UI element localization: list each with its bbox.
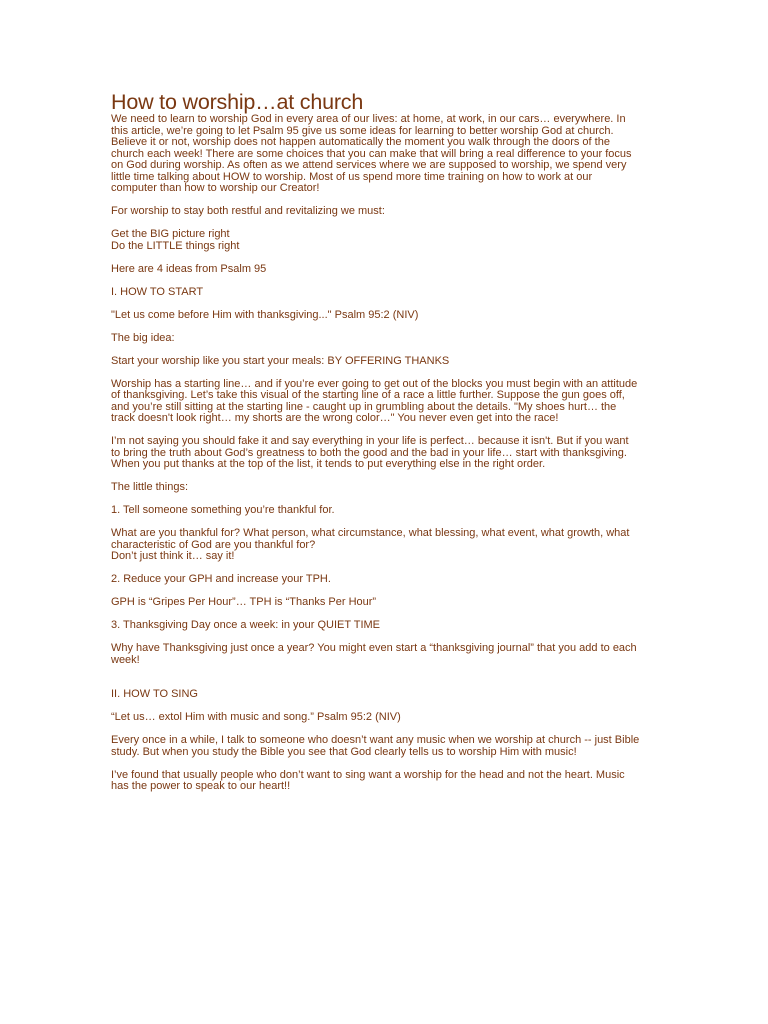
paragraph bbox=[111, 333, 661, 345]
paragraph bbox=[111, 574, 661, 586]
text-line: When you put thanks at the top of the list, it tends to put everything else in the right order. bbox=[111, 458, 546, 470]
paragraph bbox=[111, 379, 661, 425]
paragraph bbox=[111, 287, 661, 299]
text-line: Here are 4 ideas from Psalm 95 bbox=[111, 262, 267, 275]
text-line: 2. Reduce your GPH and increase your TPH. bbox=[111, 573, 331, 585]
text-line: Believe it or not, worship does not happen automatically the moment you walk through the doors of the bbox=[111, 136, 610, 148]
text-line: week! bbox=[111, 653, 140, 666]
text-line: I’m not saying you should fake it and say everything in your life is perfect… because it isn't. But if you want bbox=[111, 435, 629, 447]
text-line: characteristic of God are you thankful for? bbox=[111, 538, 316, 551]
paragraph bbox=[111, 264, 661, 276]
paragraph bbox=[111, 620, 661, 632]
document-body bbox=[111, 114, 661, 793]
paragraph bbox=[111, 770, 661, 793]
text-line: "Let us come before Him with thanksgiving..." Psalm 95:2 (NIV) bbox=[111, 308, 419, 321]
text-line: Every once in a while, I talk to someone who doesn’t want any music when we worship at church -- just Bible bbox=[111, 734, 640, 746]
text-line: Start your worship like you start your meals: BY OFFERING THANKS bbox=[111, 354, 450, 367]
text-line: For worship to stay both restful and revitalizing we must: bbox=[111, 205, 385, 217]
paragraph bbox=[111, 206, 661, 218]
paragraph bbox=[111, 528, 661, 563]
paragraph bbox=[111, 735, 661, 758]
text-line: of thanksgiving. Let’s take this visual of the starting line of a race a little further. Suppose the gun goes off, bbox=[111, 389, 625, 401]
text-line: What are you thankful for? What person, what circumstance, what blessing, what event, what growth, what bbox=[111, 527, 630, 539]
text-line: Do the LITTLE things right bbox=[111, 239, 240, 252]
paragraph bbox=[111, 356, 661, 368]
text-line: and you’re still sitting at the starting line - caught up in grumbling about the details. "My shoes hurt… the bbox=[111, 400, 617, 413]
text-line: church each week! There are some choices that you can make that will bring a real difference to your focus bbox=[111, 147, 632, 160]
text-line: 3. Thanksgiving Day once a week: in your QUIET TIME bbox=[111, 619, 381, 631]
paragraph bbox=[111, 597, 661, 609]
text-line: this article, we’re going to let Psalm 95 give us some ideas for learning to better worship God at church. bbox=[111, 124, 614, 137]
paragraph bbox=[111, 436, 661, 471]
document-title: How to worship…at church bbox=[111, 90, 364, 114]
text-line: has the power to speak to our heart!! bbox=[111, 780, 291, 792]
paragraph bbox=[111, 310, 661, 322]
text-line: The big idea: bbox=[111, 331, 175, 344]
text-line: I. HOW TO START bbox=[111, 285, 204, 298]
text-line: little time talking about HOW to worship. Most of us spend more time training on how to work at our bbox=[111, 170, 593, 183]
paragraph bbox=[111, 114, 661, 195]
text-line: track doesn't look right… my shorts are the wrong color…" You never even get into the race! bbox=[111, 412, 559, 424]
text-line: “Let us… extol Him with music and song.” Psalm 95:2 (NIV) bbox=[111, 711, 401, 723]
paragraph bbox=[111, 505, 661, 517]
text-line: GPH is “Gripes Per Hour”… TPH is “Thanks Per Hour” bbox=[111, 596, 377, 608]
text-line: to bring the truth about God’s greatness to both the good and the bad in your life… start with thanksgiving. bbox=[111, 446, 627, 459]
paragraph bbox=[111, 229, 661, 252]
paragraph bbox=[111, 712, 661, 724]
text-line: Get the BIG picture right bbox=[111, 228, 230, 240]
text-line: study. But when you study the Bible you see that God clearly tells us to worship Him with music! bbox=[111, 745, 577, 758]
document-page bbox=[111, 88, 661, 804]
paragraph bbox=[111, 482, 661, 494]
text-line: We need to learn to worship God in every area of our lives: at home, at work, in our cars… everywhere. In bbox=[111, 113, 626, 125]
text-line: Why have Thanksgiving just once a year? You might even start a “thanksgiving journal” that you add to each bbox=[111, 642, 637, 654]
text-line: on God during worship. As often as we attend services where we are supposed to worship, we spend very bbox=[111, 159, 627, 171]
paragraph bbox=[111, 643, 661, 666]
text-line: computer than how to worship our Creator! bbox=[111, 182, 320, 194]
text-line: Don’t just think it… say it! bbox=[111, 550, 235, 562]
text-line: I’ve found that usually people who don’t want to sing want a worship for the head and not the heart. Music bbox=[111, 768, 625, 781]
text-line: II. HOW TO SING bbox=[111, 688, 198, 700]
text-line: 1. Tell someone something you’re thankful for. bbox=[111, 504, 335, 516]
paragraph bbox=[111, 689, 661, 701]
text-line: The little things: bbox=[111, 481, 189, 493]
text-line: Worship has a starting line… and if you’re ever going to get out of the blocks you must begin with an attitude bbox=[111, 377, 638, 390]
